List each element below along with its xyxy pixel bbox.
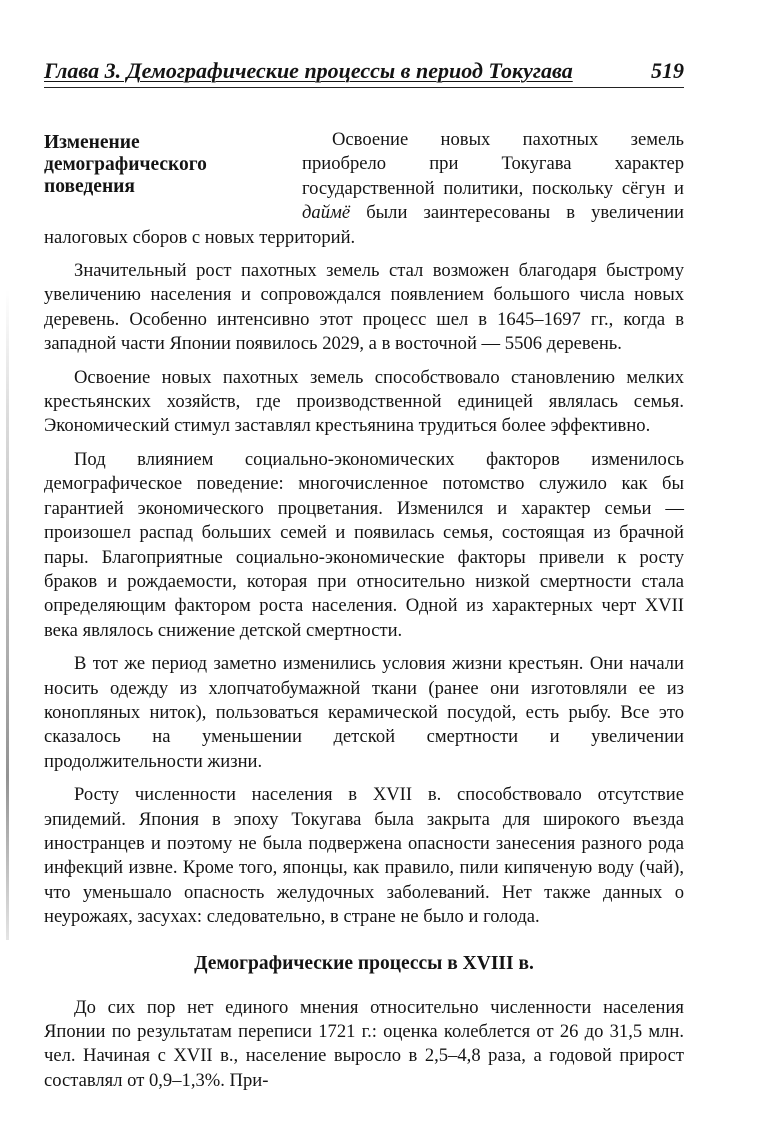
intro-term: даймё <box>302 202 351 224</box>
section-demographic-behavior <box>44 128 684 930</box>
paragraph: В тот же период заметно изменились условия жизни крестьян. Они начали носить одежду из хлопчатобумажной ткани (ранее они изготовляли ее из конопляных ниток), пользоваться керамической посудой, есть рыбу. Все это сказалось на уменьшении детской смертности и увеличении продолжительности жизни. <box>44 653 684 772</box>
paragraph: Значительный рост пахотных земель стал возможен благодаря быстрому увеличению населения и сопровождался появлением большого числа новых деревень. Особенно интенсивно этот процесс шел в 1645–1697 гг., когда в западной части Японии появилось 2029, а в восточной — 5506 деревень. <box>44 260 684 355</box>
section-heading: Демографические процессы в XVIII в. <box>194 952 534 974</box>
side-heading: Изменение демографического поведения <box>44 132 207 197</box>
paragraph: Росту численности населения в XVII в. способствовало отсутствие эпидемий. Япония в эпоху Токугава была закрыта для широкого въезда иностранцев и поэтому не была подвержена опасности занесения разного рода инфекций извне. Кроме того, японцы, как правило, пили кипяченую воду (чай), что уменьшало опасность желудочных заболеваний. Нет также данных о неурожаях, засухах: следовательно, в стране не было и голода. <box>44 784 684 928</box>
book-page <box>44 58 684 1093</box>
intro-text-end: были заинтересованы в увеличении налоговых сборов с новых территорий. <box>44 202 684 248</box>
page-edge-shadow <box>6 290 9 940</box>
paragraph: Под влиянием социально-экономических факторов изменилось демографическое поведение: многочисленное потомство служило как бы гарантией экономического процветания. Изменился и характер семьи — произошел распад больших семей и появилась семья, состоящая из брачной пары. Благоприятные социально-экономические факторы привели к росту браков и рождаемости, которая при относительно низкой смертности стала определяющим фактором роста населения. Одной из характерных черт XVII века являлось снижение детской смертности. <box>44 448 684 641</box>
intro-text-start: Освоение новых пахотных земель приобрело при Токугава характер государственной политики, поскольку сёгун и <box>302 129 684 199</box>
running-header <box>44 58 684 88</box>
section-18th-century <box>44 996 684 1094</box>
paragraph: Освоение новых пахотных земель способствовало становлению мелких крестьянских хозяйств, где производственной единицей являлась семья. Экономический стимул заставлял крестьянина трудиться более эффективно. <box>44 366 684 437</box>
page-number: 519 <box>651 58 684 83</box>
paragraph: До сих пор нет единого мнения относительно численности населения Японии по результатам переписи 1721 г.: оценка колеблется от 26 до 31,5 млн. чел. Начиная с XVII в., население выросло в 2,5–4,8 раза, а годовой прирост составлял от 0,9–1,3%. При- <box>44 996 684 1091</box>
chapter-title: Глава 3. Демографические процессы в период Токугава <box>44 58 573 83</box>
